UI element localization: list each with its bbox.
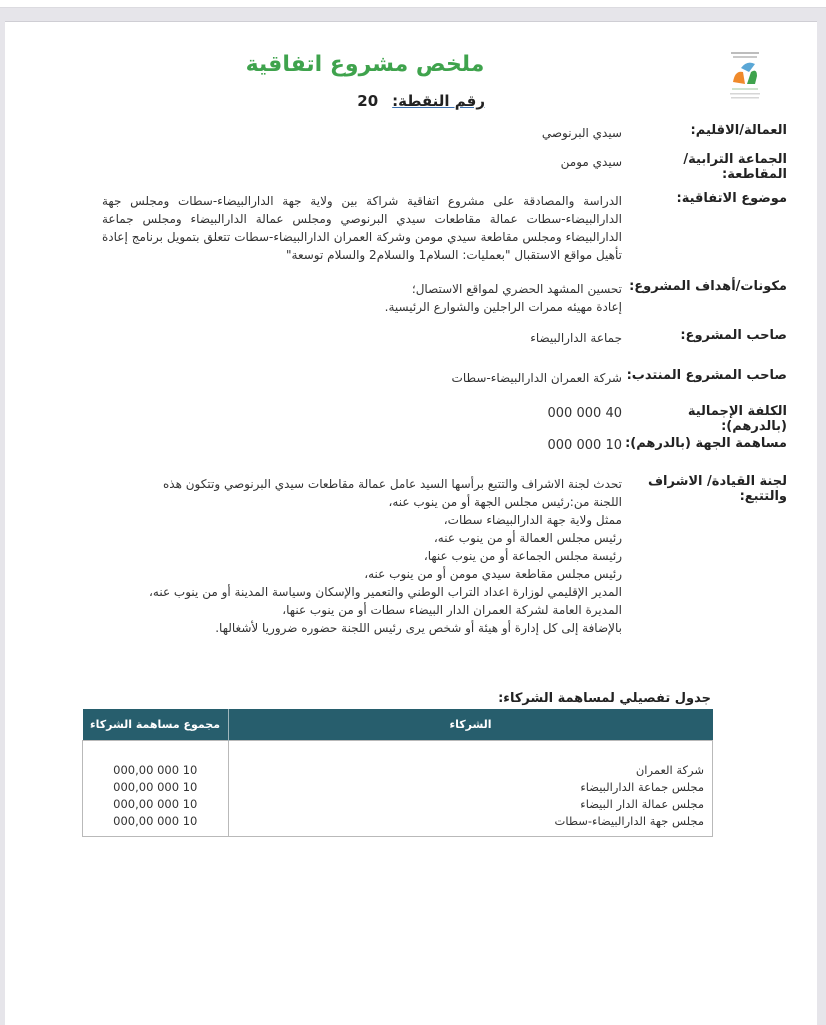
field-label: لجنة القيادة/ الاشراف والتتبع: — [647, 474, 787, 504]
logo-text-line — [730, 93, 760, 95]
field-value: 40 000 000 — [547, 406, 622, 421]
logo-text-line — [733, 56, 757, 58]
institution-logo — [723, 50, 767, 104]
partner-amount: 10 000 000,00 — [113, 814, 198, 828]
field-region-contribution — [548, 436, 787, 455]
field-value: شركة العمران الدارالبيضاء-سطات — [451, 371, 622, 385]
field-label: موضوع الاتفاقية: — [676, 191, 787, 206]
field-project-owner — [530, 328, 787, 347]
partner-name: مجلس عمالة الدار البيضاء — [580, 797, 704, 811]
field-value: تحدث لجنة الاشراف والتتبع برأسها السيد عامل عمالة مقاطعات سيدي البرنوصي وتتكون هذه اللجنة من:رئيس مجلس الجهة أو من ينوب عنه، ممثل ولاية جهة الدارالبيضاء سطات، رئيس مجلس العمالة أو من ينوب عنه، رئيسة مجلس الجماعة أو من ينوب عنها، رئيس مجلس مقاطعة سيدي مومن أو من ينوب عنه، المدير الإقليمي لوزارة اعداد التراب الوطني والتعمير والإسكان وسياسة المدينة أو من ينوب عنه، المديرة العامة لشركة العمران الدار البيضاء سطات أو من ينوب عنها، بالإضافة إلى كل إدارة أو هيئة أو شخص يرى رئيس اللجنة حضوره ضروريا لأشغالها. — [149, 477, 622, 635]
header-total: مجموع مساهمة الشركاء — [83, 709, 229, 741]
point-number-value: 20 — [357, 92, 379, 110]
document-page — [5, 21, 817, 1025]
totals-cell — [83, 741, 229, 837]
logo-orange-shape — [733, 72, 745, 84]
field-value: الدراسة والمصادقة على مشروع اتفاقية شراكة بين ولاية جهة الدارالبيضاء-سطات ومجلس جهة الدارالبيضاء-سطات عمالة مقاطعات سيدي البرنوصي ومجلس عمالة الدارالبيضاء ومجلس جماعة الدارالبيضاء ومجلس مقاطعة سيدي مومن وشركة العمران الدارالبيضاء-سطات تتعلق بتمويل برنامج إعادة تأهيل مواقع الاستقبال "بعمليات: السلام1 والسلام2 والسلام توسعة" — [102, 194, 622, 262]
field-label: صاحب المشروع المنتدب: — [626, 368, 787, 383]
field-steering-committee — [67, 474, 787, 637]
header-partners: الشركاء — [228, 709, 713, 741]
logo-green-shape — [747, 71, 757, 84]
field-total-cost — [548, 404, 787, 434]
logo-text-line — [731, 97, 759, 99]
field-project-components — [385, 279, 787, 316]
field-value: 10 000 000 — [547, 438, 622, 453]
partners-table-caption: جدول تفصيلي لمساهمة الشركاء: — [498, 691, 711, 706]
field-label: مكونات/أهداف المشروع: — [629, 279, 787, 294]
field-value: جماعة الدارالبيضاء — [530, 331, 622, 345]
document-title: ملخص مشروع اتفاقية — [245, 52, 485, 77]
field-label: العمالة/الاقليم: — [690, 123, 787, 138]
top-strip — [0, 0, 826, 8]
logo-blue-shape — [741, 63, 755, 72]
partner-name: شركة العمران — [635, 763, 704, 777]
field-label: الجماعة الترابية/المقاطعة: — [683, 152, 787, 182]
field-value: سيدي البرنوصي — [541, 126, 622, 140]
partner-amount: 10 000 000,00 — [113, 780, 198, 794]
point-number — [325, 92, 485, 110]
logo-text-line — [731, 52, 759, 54]
field-delegated-owner — [452, 368, 787, 387]
field-prefecture — [542, 123, 787, 142]
partners-table-header — [83, 709, 713, 741]
field-label: صاحب المشروع: — [680, 328, 787, 343]
field-label: الكلفة الإجمالية (بالدرهم): — [687, 404, 787, 434]
partner-name: مجلس جماعة الدارالبيضاء — [580, 780, 704, 794]
partners-table — [82, 709, 713, 837]
partner-amount: 10 000 000,00 — [113, 763, 198, 777]
field-commune — [561, 152, 787, 182]
field-value: سيدي مومن — [560, 155, 622, 169]
partner-name: مجلس جهة الدارالبيضاء-سطات — [554, 814, 704, 828]
point-number-label: رقم النقطة: — [392, 92, 485, 110]
field-label: مساهمة الجهة (بالدرهم): — [625, 436, 787, 451]
logo-text-line — [732, 88, 758, 90]
table-row — [83, 741, 713, 837]
partners-cell — [228, 741, 713, 837]
partner-amount: 10 000 000,00 — [113, 797, 198, 811]
field-agreement-subject — [102, 191, 787, 264]
field-value: تحسين المشهد الحضري لمواقع الاستصال؛ إعادة مهيئه ممرات الراجلين والشوارع الرئيسية. — [384, 282, 622, 314]
